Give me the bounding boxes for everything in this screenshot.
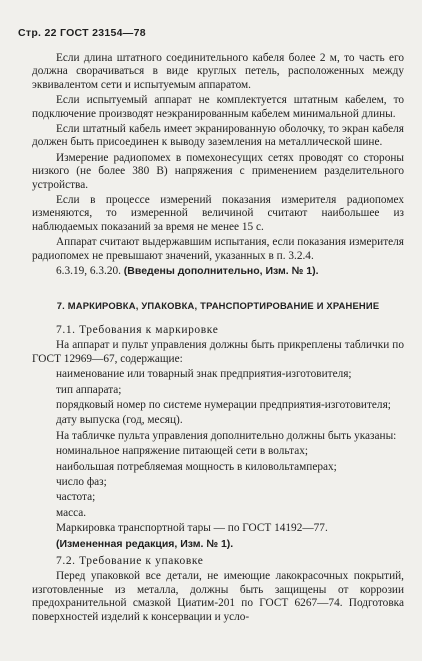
paragraph: На табличке пульта управления дополнительно должны быть указаны:	[56, 429, 397, 442]
amendment-text: (Введены дополнительно, Изм. № 1).	[123, 265, 319, 278]
paragraph: Перед упаковкой все детали, не имеющие лакокрасочных покрытий, изготовленные из металла, должны быть защищены от коррозии предохранительной смазкой Циатим-201 по ГОСТ 6267—74. Подготовка поверхностей изделий к консервации и усло-	[32, 570, 404, 623]
list-item: число фаз;	[56, 475, 107, 488]
paragraph: Если штатный кабель имеет экранированную оболочку, то экран кабеля должен быть присоединен к выводу заземления на металлической шине.	[32, 123, 404, 149]
amendment-note	[32, 265, 404, 278]
subsection-title: 7.1. Требования к маркировке	[56, 323, 219, 336]
paragraph: На аппарат и пульт управления должны быть прикреплены таблички по ГОСТ 12969—67, содержащие:	[32, 339, 404, 365]
subsection-title: 7.2. Требование к упаковке	[56, 555, 204, 567]
paragraph: Маркировка транспортной тары — по ГОСТ 14192—77.	[56, 522, 328, 535]
paragraph: Измерение радиопомех в помехонесущих сетях проводят со стороны низкого (не более 380 В) напряжения с применением разделительного устройства.	[32, 151, 404, 191]
list-item: номинальное напряжение питающей сети в вольтах;	[56, 445, 309, 458]
page-header: Стр. 22 ГОСТ 23154—78	[18, 27, 146, 39]
list-item: тип аппарата;	[56, 383, 122, 396]
list-item: наибольшая потребляемая мощность в киловольтамперах;	[56, 460, 337, 473]
list-item: дату выпуска (год, месяц).	[56, 414, 183, 427]
section-title: 7. МАРКИРОВКА, УПАКОВКА, ТРАНСПОРТИРОВАНИЕ И ХРАНЕНИЕ	[56, 299, 380, 311]
paragraph: Аппарат считают выдержавшим испытания, если показания измерителя радиопомех не превышают значений, указанных в п. 3.2.4.	[32, 236, 404, 262]
paragraph: Если в процессе измерений показания измерителя радиопомех изменяются, то измеренной величиной считают наибольшее из наблюдаемых показаний за время не менее 15 с.	[32, 194, 404, 233]
list-item: масса.	[56, 506, 87, 519]
amendment-clauses: 6.3.19, 6.3.20.	[56, 265, 121, 278]
list-item: частота;	[56, 491, 96, 504]
paragraph: Если длина штатного соединительного кабеля более 2 м, то часть его должна сворачиваться в виде круглых петель, расположенных между эквивалентом сети и испытуемым аппаратом.	[32, 52, 404, 91]
page-body	[32, 52, 404, 626]
list-item: порядковый номер по системе нумерации предприятия-изготовителя;	[56, 398, 391, 411]
paragraph: Если испытуемый аппарат не комплектуется штатным кабелем, то подключение производят неэкранированным кабелем минимальной длины.	[32, 94, 404, 120]
amendment-note: (Измененная редакция, Изм. № 1).	[56, 537, 234, 550]
list-item: наименование или товарный знак предприятия-изготовителя;	[56, 368, 352, 381]
